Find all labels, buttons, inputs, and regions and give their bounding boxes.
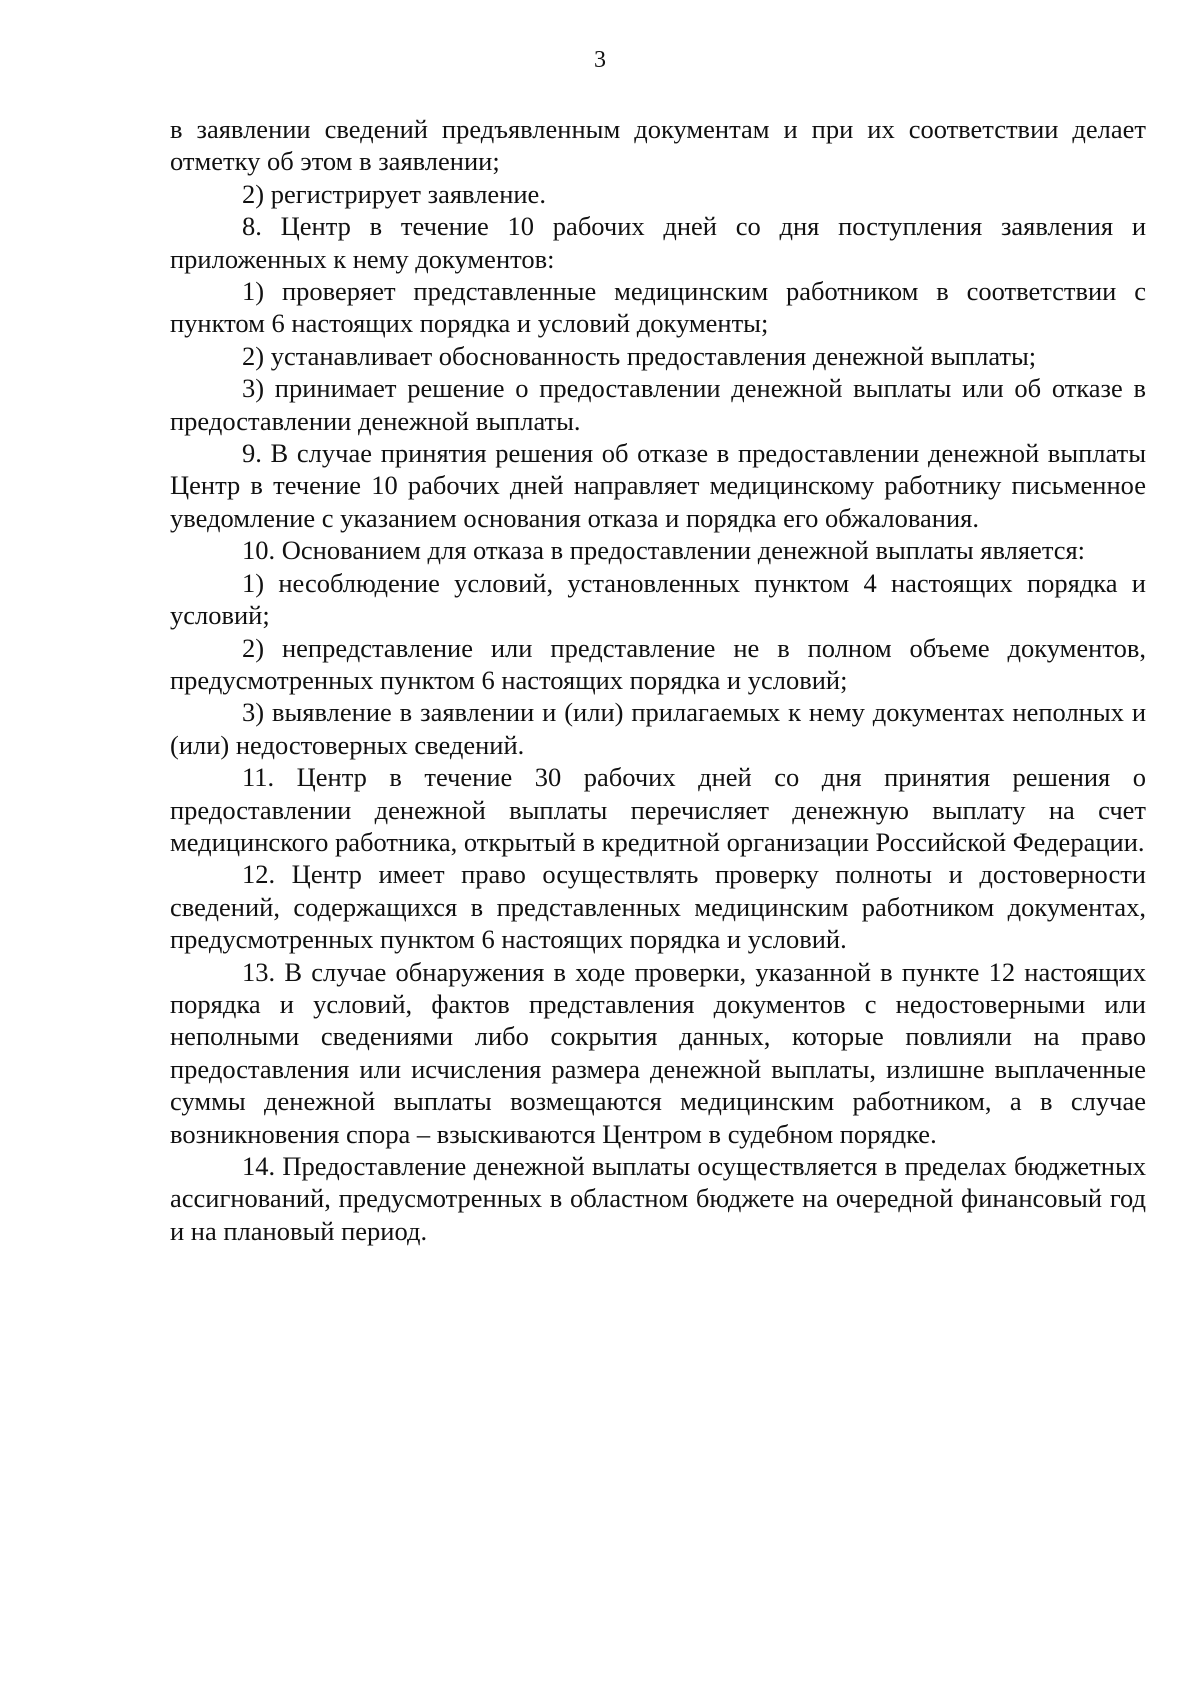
paragraph-12: 12. Центр имеет право осуществлять проверку полноты и достоверности сведений, содержащихся в представленных медицинским работником документах, предусмотренных пунктом 6 настоящих порядка и условий. [170,859,1146,955]
paragraph-9: 9. В случае принятия решения об отказе в предоставлении денежной выплаты Центр в течение 10 рабочих дней направляет медицинскому работнику письменное уведомление с указанием основания отказа и порядка его обжалования. [170,438,1146,533]
paragraph-10-item-1: 1) несоблюдение условий, установленных пунктом 4 настоящих порядка и условий; [170,567,1146,631]
paragraph-continuation: в заявлении сведений предъявленным документам и при их соответствии делает отметку об этом в заявлении; [170,114,1146,177]
paragraph-10: 10. Основанием для отказа в предоставлении денежной выплаты является: [242,535,1086,566]
paragraph-8-item-3: 3) принимает решение о предоставлении денежной выплаты или об отказе в предоставлении денежной выплаты. [170,373,1146,436]
paragraph-7-item-2: 2) регистрирует заявление. [242,178,546,209]
paragraph-14: 14. Предоставление денежной выплаты осуществляется в пределах бюджетных ассигнований, предусмотренных в областном бюджете на очередной финансовый год и на плановый период. [170,1151,1146,1246]
paragraph-11: 11. Центр в течение 30 рабочих дней со дня принятия решения о предоставлении денежной выплаты перечисляет денежную выплату на счет медицинского работника, открытый в кредитной организации Российской Федерации. [170,762,1146,857]
paragraph-8-item-1: 1) проверяет представленные медицинским работником в соответствии с пунктом 6 настоящих порядка и условий документы; [170,276,1146,339]
paragraph-10-item-2: 2) непредставление или представление не в полном объеме документов, предусмотренных пунктом 6 настоящих порядка и условий; [170,632,1146,695]
paragraph-10-item-3: 3) выявление в заявлении и (или) прилагаемых к нему документах неполных и (или) недостоверных сведений. [170,697,1146,760]
paragraph-8-item-2: 2) устанавливает обоснованность предоставления денежной выплаты; [242,340,1037,371]
page-number: 3 [594,47,606,73]
paragraph-8: 8. Центр в течение 10 рабочих дней со дня поступления заявления и приложенных к нему документов: [170,211,1146,274]
document-body [170,113,1146,1247]
paragraph-13: 13. В случае обнаружения в ходе проверки, указанной в пункте 12 настоящих порядка и условий, фактов представления документов с недостоверными или неполными сведениями либо сокрытия данных, которые повлияли на право предоставления или исчисления размера денежной выплаты, излишне выплаченные суммы денежной выплаты возмещаются медицинским работником, а в случае возникновения спора – взыскиваются Центром в судебном порядке. [170,956,1146,1149]
